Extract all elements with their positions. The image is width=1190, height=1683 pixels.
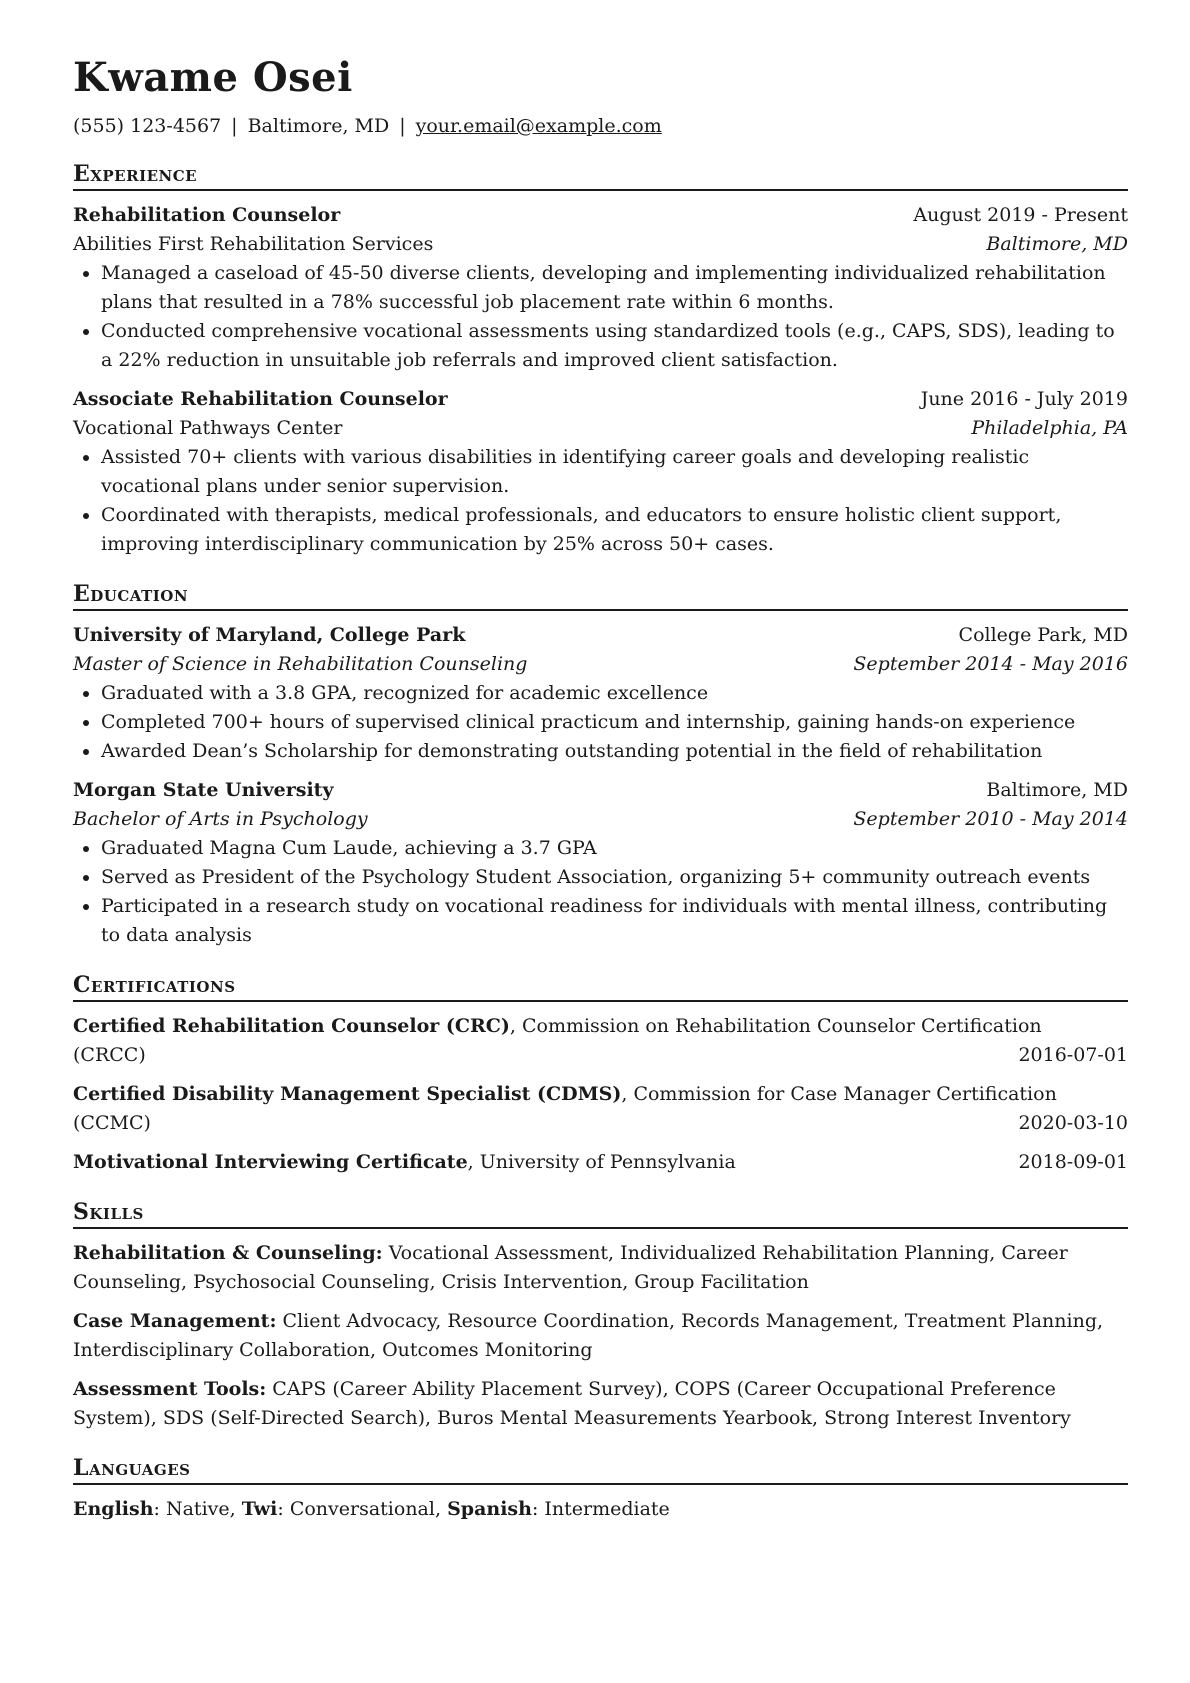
certification-date: 2018-09-01 <box>1018 1150 1128 1173</box>
bullet-item: • Graduated Magna Cum Laude, achieving a 3.7 GPA <box>101 834 1128 863</box>
contact-line <box>73 114 1128 139</box>
job-title: Rehabilitation Counselor <box>73 203 341 226</box>
email-link[interactable]: your.email@example.com <box>415 115 662 137</box>
education-dates: September 2014 - May 2016 <box>853 652 1128 675</box>
phone: (555) 123-4567 <box>73 115 222 137</box>
candidate-name: Kwame Osei <box>73 54 353 101</box>
job-dates: August 2019 - Present <box>913 203 1128 226</box>
bullet-item: • Awarded Dean’s Scholarship for demonstrating outstanding potential in the field of rehabilitation <box>101 737 1128 766</box>
school-location: Baltimore, MD <box>986 778 1128 801</box>
certification-name: Certified Disability Management Specialist (CDMS) <box>73 1082 622 1105</box>
certification-date: 2016-07-01 <box>1018 1043 1128 1066</box>
bullet-item: • Served as President of the Psychology Student Association, organizing 5+ community outreach events <box>101 863 1128 892</box>
certification-issuer: , University of Pennsylvania <box>467 1150 736 1173</box>
location: Baltimore, MD <box>247 115 390 137</box>
bullet-item: • Managed a caseload of 45-50 diverse clients, developing and implementing individualized rehabilitation plans that resulted in a 78% successful job placement rate within 6 months. <box>101 259 1128 317</box>
skill-group-text: Client Advocacy, Resource Coordination, Records Management, Treatment Planning, Interdisciplinary Collaboration, Outcomes Monitoring <box>73 1309 1104 1361</box>
certification-name: Motivational Interviewing Certificate <box>73 1150 468 1173</box>
education-bullets <box>73 834 1128 950</box>
certification-name: Certified Rehabilitation Counselor (CRC) <box>73 1014 510 1037</box>
company-name: Vocational Pathways Center <box>73 416 343 439</box>
section-certifications-title: Certifications <box>73 972 1128 1002</box>
bullet-item: • Conducted comprehensive vocational assessments using standardized tools (e.g., CAPS, SDS), leading to a 22% reduction in unsuitable job referrals and improved client satisfaction. <box>101 317 1128 375</box>
education-dates: September 2010 - May 2014 <box>853 807 1128 830</box>
education-entry <box>73 621 1128 766</box>
languages-line: English: Native, Twi: Conversational, Spanish: Intermediate <box>73 1497 670 1520</box>
section-education-title: Education <box>73 581 1128 611</box>
job-dates: June 2016 - July 2019 <box>920 387 1128 410</box>
skill-group-text: CAPS (Career Ability Placement Survey), COPS (Career Occupational Preference System), SDS (Self-Directed Search), Buros Mental Measurements Yearbook, Strong Interest Inventory <box>73 1377 1071 1429</box>
degree: Bachelor of Arts in Psychology <box>73 807 368 830</box>
language-level: Conversational <box>289 1497 435 1520</box>
job-location: Philadelphia, PA <box>971 416 1128 439</box>
contact-separator: | <box>231 115 238 137</box>
skill-group-label: Case Management: <box>73 1309 277 1332</box>
skill-group <box>73 1375 1128 1433</box>
company-name: Abilities First Rehabilitation Services <box>73 232 434 255</box>
job-location: Baltimore, MD <box>986 232 1128 255</box>
school-location: College Park, MD <box>958 623 1128 646</box>
education-entry <box>73 776 1128 950</box>
certification-issuer-abbr: (CRCC) <box>73 1043 146 1066</box>
experience-entry <box>73 201 1128 375</box>
section-skills-title: Skills <box>73 1199 1128 1229</box>
certification-issuer: , Commission for Case Manager Certification <box>621 1082 1057 1105</box>
certification-entry <box>73 1012 1128 1070</box>
skill-group-text: Vocational Assessment, Individualized Rehabilitation Planning, Career Counseling, Psychosocial Counseling, Crisis Intervention, Group Facilitation <box>73 1241 1068 1293</box>
bullet-item: • Completed 700+ hours of supervised clinical practicum and internship, gaining hands-on experience <box>101 708 1128 737</box>
language-name: English <box>73 1497 154 1520</box>
education-bullets <box>73 679 1128 766</box>
contact-separator: | <box>399 115 406 137</box>
school-name: University of Maryland, College Park <box>73 623 466 646</box>
bullet-item: • Assisted 70+ clients with various disabilities in identifying career goals and developing realistic vocational plans under senior supervision. <box>101 443 1128 501</box>
skill-group <box>73 1307 1128 1365</box>
language-name: Spanish <box>447 1497 532 1520</box>
certification-issuer-abbr: (CCMC) <box>73 1111 151 1134</box>
resume-page <box>73 56 1128 1524</box>
skill-group-label: Assessment Tools: <box>73 1377 267 1400</box>
bullet-item: • Participated in a research study on vocational readiness for individuals with mental illness, contributing to data analysis <box>101 892 1128 950</box>
degree: Master of Science in Rehabilitation Counseling <box>73 652 528 675</box>
skill-group <box>73 1239 1128 1297</box>
language-name: Twi <box>241 1497 278 1520</box>
skill-group-label: Rehabilitation & Counseling: <box>73 1241 383 1264</box>
bullet-item: • Graduated with a 3.8 GPA, recognized for academic excellence <box>101 679 1128 708</box>
job-bullets <box>73 259 1128 375</box>
section-experience-title: Experience <box>73 161 1128 191</box>
certification-entry <box>73 1080 1128 1138</box>
language-level: Native <box>165 1497 230 1520</box>
job-title: Associate Rehabilitation Counselor <box>73 387 448 410</box>
certification-entry <box>73 1148 1128 1177</box>
certification-date: 2020-03-10 <box>1018 1111 1128 1134</box>
job-bullets <box>73 443 1128 559</box>
section-languages-title: Languages <box>73 1455 1128 1485</box>
certification-issuer: , Commission on Rehabilitation Counselor Certification <box>509 1014 1042 1037</box>
experience-entry <box>73 385 1128 559</box>
language-level: Intermediate <box>544 1497 670 1520</box>
school-name: Morgan State University <box>73 778 334 801</box>
bullet-item: • Coordinated with therapists, medical professionals, and educators to ensure holistic client support, improving interdisciplinary communication by 25% across 50+ cases. <box>101 501 1128 559</box>
